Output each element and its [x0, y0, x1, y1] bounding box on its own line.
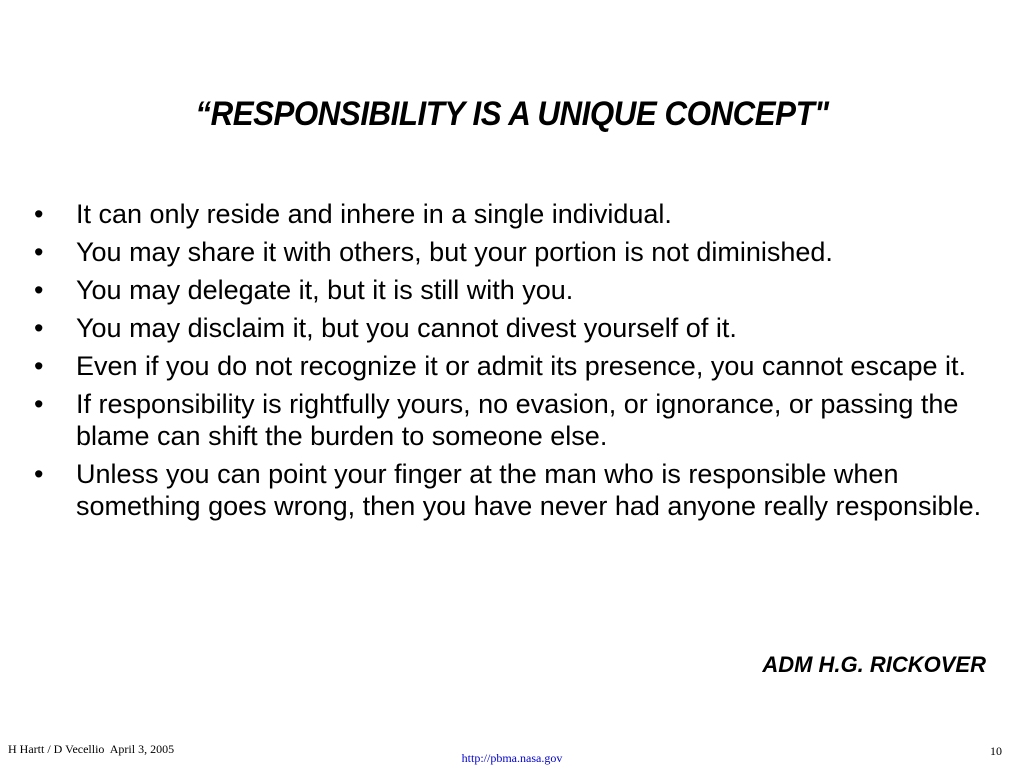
bullet-symbol: •	[34, 313, 44, 343]
bullet-text: It can only reside and inhere in a single individual.	[76, 199, 672, 229]
bullet-text: You may share it with others, but your portion is not diminished.	[76, 237, 833, 267]
footer-link[interactable]: http://pbma.nasa.gov	[461, 751, 563, 765]
bullet-symbol: •	[34, 351, 44, 381]
bullet-text: You may delegate it, but it is still with you.	[76, 275, 574, 305]
bullet-item	[34, 198, 994, 230]
bullet-text: You may disclaim it, but you cannot divest yourself of it.	[76, 313, 737, 343]
bullet-symbol: •	[34, 199, 44, 229]
bullet-item	[34, 312, 994, 344]
bullet-item	[34, 388, 994, 452]
page-number: 10	[990, 744, 1002, 758]
bullet-text: If responsibility is rightfully yours, no evasion, or ignorance, or passing the blame can shift the burden to someone else.	[76, 389, 959, 451]
bullet-symbol: •	[34, 389, 44, 419]
quote-attribution: ADM H.G. RICKOVER	[762, 652, 986, 677]
bullet-symbol: •	[34, 237, 44, 267]
bullet-symbol: •	[34, 459, 44, 489]
bullet-item	[34, 236, 994, 268]
bullet-item	[34, 458, 994, 522]
bullet-text: Even if you do not recognize it or admit its presence, you cannot escape it.	[76, 351, 966, 381]
bullet-item	[34, 350, 994, 382]
footer-author-date: H Hartt / D Vecellio April 3, 2005	[8, 742, 175, 756]
bullet-symbol: •	[34, 275, 44, 305]
bullet-list	[34, 198, 994, 528]
slide-title: “RESPONSIBILITY IS A UNIQUE CONCEPT"	[195, 95, 829, 133]
bullet-text: Unless you can point your finger at the man who is responsible when something goes wrong, then you have never had anyone really responsible.	[76, 459, 982, 521]
bullet-item	[34, 274, 994, 306]
